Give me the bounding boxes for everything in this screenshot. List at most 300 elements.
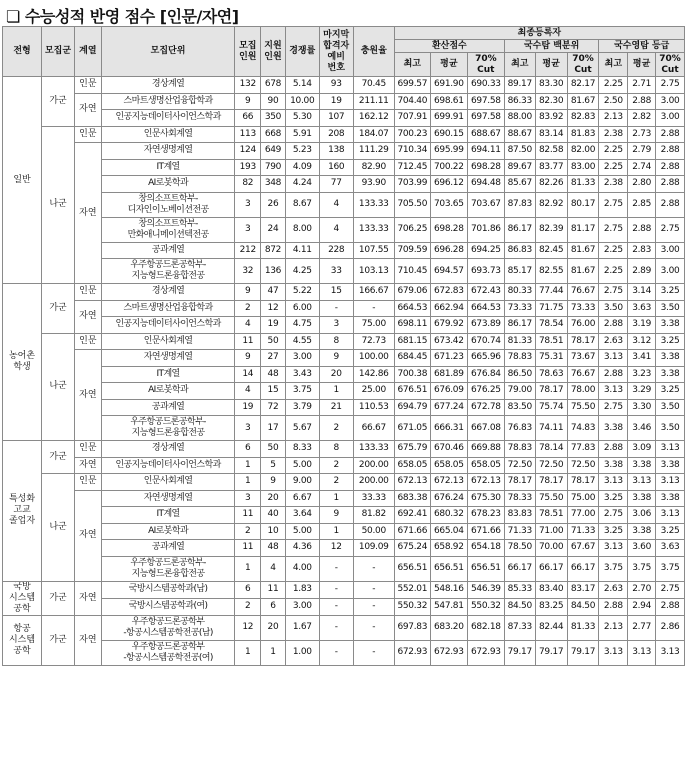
value-cell: 3.75: [656, 556, 685, 581]
value-cell: 32: [235, 259, 261, 284]
value-cell: 20: [261, 615, 286, 640]
table-row: [3, 556, 685, 581]
value-cell: 17: [261, 416, 286, 441]
value-cell: 88.00: [504, 110, 535, 127]
value-cell: 211.11: [353, 93, 394, 110]
value-cell: 3.12: [628, 333, 656, 350]
value-cell: 2.85: [628, 192, 656, 217]
value-cell: 676.84: [467, 366, 504, 383]
value-cell: 3.00: [285, 350, 319, 367]
value-cell: 77.00: [567, 507, 599, 524]
value-cell: 3: [235, 490, 261, 507]
value-cell: 40: [261, 507, 286, 524]
value-cell: 682.18: [467, 615, 504, 640]
value-cell: 671.66: [394, 523, 430, 540]
value-cell: 6: [261, 598, 286, 615]
value-cell: 694.79: [394, 399, 430, 416]
value-cell: 672.13: [430, 474, 467, 491]
value-cell: 672.83: [430, 284, 467, 301]
value-cell: 2.25: [599, 143, 628, 160]
value-cell: 66.67: [353, 416, 394, 441]
value-cell: 4.55: [285, 333, 319, 350]
value-cell: 83.50: [504, 399, 535, 416]
track-cell: 자연: [74, 581, 101, 615]
value-cell: 83.40: [535, 581, 567, 598]
value-cell: 133.33: [353, 192, 394, 217]
value-cell: 184.07: [353, 126, 394, 143]
value-cell: 546.39: [467, 581, 504, 598]
value-cell: 70.00: [535, 540, 567, 557]
value-cell: 693.73: [467, 259, 504, 284]
value-cell: 82.30: [535, 93, 567, 110]
value-cell: 2.88: [599, 598, 628, 615]
value-cell: 1.83: [285, 581, 319, 598]
value-cell: 19: [319, 93, 353, 110]
value-cell: 2.25: [599, 77, 628, 94]
value-cell: 4.24: [285, 176, 319, 193]
value-cell: 672.13: [394, 474, 430, 491]
value-cell: 3.38: [628, 457, 656, 474]
value-cell: 3.38: [599, 416, 628, 441]
value-cell: 86.17: [504, 217, 535, 242]
value-cell: 3.50: [656, 416, 685, 441]
value-cell: 81.33: [567, 615, 599, 640]
value-cell: 82.00: [567, 143, 599, 160]
final-registrant-header: 최종등록자: [394, 27, 684, 40]
value-cell: 3.00: [656, 93, 685, 110]
value-cell: 703.65: [430, 192, 467, 217]
value-cell: 138: [319, 143, 353, 160]
value-cell: 6.00: [285, 300, 319, 317]
value-cell: 1: [319, 523, 353, 540]
value-cell: 66: [235, 110, 261, 127]
value-cell: 78.17: [535, 383, 567, 400]
value-cell: 665.96: [467, 350, 504, 367]
value-cell: 790: [261, 159, 286, 176]
value-cell: 76.67: [567, 284, 599, 301]
value-cell: 550.32: [394, 598, 430, 615]
value-cell: 695.99: [430, 143, 467, 160]
value-cell: 3.75: [285, 383, 319, 400]
value-cell: 664.53: [394, 300, 430, 317]
value-cell: 19: [235, 399, 261, 416]
value-cell: 72.50: [535, 457, 567, 474]
value-cell: 656.51: [430, 556, 467, 581]
value-cell: 3.25: [656, 284, 685, 301]
value-cell: 700.38: [394, 366, 430, 383]
value-cell: 698.28: [430, 217, 467, 242]
table-row: [3, 284, 685, 301]
value-cell: 676.51: [394, 383, 430, 400]
value-cell: 74.83: [567, 416, 599, 441]
value-cell: 672.93: [394, 640, 430, 665]
value-cell: 701.86: [467, 217, 504, 242]
value-cell: 11: [235, 540, 261, 557]
value-cell: 706.25: [394, 217, 430, 242]
table-row: [3, 640, 685, 665]
value-cell: 83.00: [567, 159, 599, 176]
unit-cell: 공과계열: [101, 242, 235, 259]
percentile-header: 국수탐 백분위: [504, 40, 599, 53]
unit-header: 모집단위: [101, 27, 235, 77]
value-cell: 4: [319, 217, 353, 242]
page-title: ❏ 수능성적 반영 점수 [인문/자연]: [6, 7, 239, 26]
table-row: [3, 366, 685, 383]
value-cell: 2.88: [656, 143, 685, 160]
table-row: [3, 507, 685, 524]
value-cell: -: [353, 615, 394, 640]
value-cell: 3.38: [656, 317, 685, 334]
value-cell: 694.11: [467, 143, 504, 160]
value-cell: 696.28: [430, 242, 467, 259]
value-cell: 82.45: [535, 242, 567, 259]
value-cell: 3.13: [599, 383, 628, 400]
value-cell: 2.88: [656, 598, 685, 615]
value-cell: 679.06: [394, 284, 430, 301]
table-row: [3, 441, 685, 458]
unit-cell: 스마트생명산업융합학과: [101, 300, 235, 317]
value-cell: 66.17: [567, 556, 599, 581]
value-cell: 84.50: [567, 598, 599, 615]
value-cell: 2.13: [599, 110, 628, 127]
track-header: 계열: [74, 27, 101, 77]
value-cell: 2.89: [628, 259, 656, 284]
value-cell: 133.33: [353, 217, 394, 242]
value-cell: 3.25: [656, 333, 685, 350]
value-cell: 2.77: [628, 615, 656, 640]
unit-cell: IT계열: [101, 507, 235, 524]
value-cell: 132: [235, 77, 261, 94]
value-cell: 5.67: [285, 416, 319, 441]
value-cell: 88.67: [504, 126, 535, 143]
value-cell: 2.88: [599, 441, 628, 458]
table-row: [3, 143, 685, 160]
cut70-header: 70% Cut: [567, 53, 599, 77]
table-row: [3, 399, 685, 416]
value-cell: 84.50: [504, 598, 535, 615]
value-cell: 2.75: [599, 399, 628, 416]
value-cell: 9: [235, 93, 261, 110]
value-cell: 3.43: [285, 366, 319, 383]
value-cell: 671.05: [394, 416, 430, 441]
value-cell: 81.82: [353, 507, 394, 524]
admission-type-cell: 농어촌 학생: [3, 284, 42, 441]
value-cell: 1: [235, 457, 261, 474]
value-cell: 26: [261, 192, 286, 217]
unit-cell: 인공지능데이터사이언스학과: [101, 110, 235, 127]
table-row: [3, 581, 685, 598]
value-cell: 694.48: [467, 176, 504, 193]
value-cell: 77.44: [535, 284, 567, 301]
value-cell: 66.17: [535, 556, 567, 581]
value-cell: 4: [319, 192, 353, 217]
value-cell: 78.50: [504, 540, 535, 557]
value-cell: 656.51: [394, 556, 430, 581]
value-cell: 12: [319, 540, 353, 557]
value-cell: 550.32: [467, 598, 504, 615]
value-cell: 212: [235, 242, 261, 259]
value-cell: 690.15: [430, 126, 467, 143]
value-cell: 136: [261, 259, 286, 284]
value-cell: 78.17: [567, 333, 599, 350]
value-cell: 671.23: [430, 350, 467, 367]
track-cell: 인문: [74, 474, 101, 491]
table-row: [3, 416, 685, 441]
value-cell: 4: [235, 317, 261, 334]
value-cell: 78.14: [535, 441, 567, 458]
value-cell: 86.33: [504, 93, 535, 110]
value-cell: 675.24: [394, 540, 430, 557]
value-cell: 669.88: [467, 441, 504, 458]
value-cell: 3.75: [599, 556, 628, 581]
max-header: 최고: [504, 53, 535, 77]
value-cell: 2.88: [656, 192, 685, 217]
value-cell: 82.90: [353, 159, 394, 176]
value-cell: -: [319, 300, 353, 317]
max-header: 최고: [394, 53, 430, 77]
value-cell: 70.45: [353, 77, 394, 94]
track-cell: 자연: [74, 350, 101, 441]
avg-header: 평균: [628, 53, 656, 77]
admission-score-table: [2, 26, 685, 666]
value-cell: 6.67: [285, 490, 319, 507]
value-cell: 4: [235, 383, 261, 400]
value-cell: 82.26: [535, 176, 567, 193]
value-cell: 698.28: [467, 159, 504, 176]
value-cell: 2.25: [599, 259, 628, 284]
unit-cell: AI로봇학과: [101, 176, 235, 193]
value-cell: 78.17: [567, 474, 599, 491]
value-cell: 86.50: [504, 366, 535, 383]
value-cell: 160: [319, 159, 353, 176]
value-cell: 4.09: [285, 159, 319, 176]
value-cell: 4.11: [285, 242, 319, 259]
value-cell: 670.74: [467, 333, 504, 350]
value-cell: 678.23: [467, 507, 504, 524]
admission-type-cell: 특성화 고교 졸업자: [3, 441, 42, 582]
value-cell: 700.23: [394, 126, 430, 143]
value-cell: 704.40: [394, 93, 430, 110]
value-cell: 9: [235, 350, 261, 367]
value-cell: 193: [235, 159, 261, 176]
table-row: [3, 474, 685, 491]
value-cell: 77: [319, 176, 353, 193]
value-cell: 2.88: [656, 176, 685, 193]
unit-cell: 자연생명계열: [101, 350, 235, 367]
value-cell: 2.75: [599, 192, 628, 217]
value-cell: 3.29: [628, 383, 656, 400]
value-cell: 208: [319, 126, 353, 143]
value-cell: 658.92: [430, 540, 467, 557]
value-cell: 1: [319, 490, 353, 507]
value-cell: 87.50: [504, 143, 535, 160]
value-cell: 124: [235, 143, 261, 160]
unit-cell: 우주항공드론공학부 -항공시스템공학전공(여): [101, 640, 235, 665]
value-cell: 2.75: [656, 77, 685, 94]
value-cell: 67.67: [567, 540, 599, 557]
value-cell: 5.23: [285, 143, 319, 160]
value-cell: 676.09: [430, 383, 467, 400]
value-cell: 697.58: [467, 110, 504, 127]
value-cell: 684.45: [394, 350, 430, 367]
value-cell: 3.38: [628, 490, 656, 507]
track-cell: 자연: [74, 615, 101, 665]
value-cell: 6: [235, 441, 261, 458]
track-cell: 인문: [74, 333, 101, 350]
value-cell: 690.33: [467, 77, 504, 94]
fill-rate-header: 충원율: [353, 27, 394, 77]
value-cell: 93.90: [353, 176, 394, 193]
value-cell: 78.00: [567, 383, 599, 400]
value-cell: 2.25: [599, 242, 628, 259]
value-cell: -: [353, 300, 394, 317]
value-cell: 15: [261, 383, 286, 400]
value-cell: 666.31: [430, 416, 467, 441]
value-cell: 1: [235, 474, 261, 491]
value-cell: 5.00: [285, 523, 319, 540]
value-cell: 3.38: [628, 523, 656, 540]
value-cell: 672.13: [467, 474, 504, 491]
avg-header: 평균: [430, 53, 467, 77]
value-cell: 162.12: [353, 110, 394, 127]
value-cell: 2.88: [656, 159, 685, 176]
value-cell: 20: [261, 490, 286, 507]
value-cell: 672.93: [467, 640, 504, 665]
value-cell: 11: [235, 333, 261, 350]
unit-cell: 국방시스템공학과(남): [101, 581, 235, 598]
value-cell: 2.63: [599, 581, 628, 598]
value-cell: -: [319, 640, 353, 665]
value-cell: 547.81: [430, 598, 467, 615]
unit-cell: 인문사회계열: [101, 474, 235, 491]
admission-type-cell: 국방 시스템 공학: [3, 581, 42, 615]
value-cell: 3.09: [628, 441, 656, 458]
value-cell: 3.13: [628, 640, 656, 665]
value-cell: 3.38: [656, 457, 685, 474]
value-cell: 656.51: [467, 556, 504, 581]
quota-header: 모집 인원: [235, 27, 261, 77]
value-cell: 2.71: [628, 77, 656, 94]
table-row: [3, 176, 685, 193]
value-cell: 82.83: [567, 110, 599, 127]
value-cell: 103.13: [353, 259, 394, 284]
value-cell: 50: [261, 333, 286, 350]
value-cell: 3: [235, 416, 261, 441]
table-row: [3, 333, 685, 350]
value-cell: 75.31: [535, 350, 567, 367]
value-cell: 79.17: [535, 640, 567, 665]
value-cell: 671.66: [467, 523, 504, 540]
value-cell: 2.88: [628, 217, 656, 242]
unit-cell: 경상계열: [101, 441, 235, 458]
value-cell: 21: [319, 399, 353, 416]
table-row: [3, 490, 685, 507]
cut70-header: 70% Cut: [656, 53, 685, 77]
value-cell: 673.42: [430, 333, 467, 350]
value-cell: 683.38: [394, 490, 430, 507]
value-cell: 10: [261, 523, 286, 540]
value-cell: 11: [235, 507, 261, 524]
value-cell: 33: [319, 259, 353, 284]
value-cell: 680.32: [430, 507, 467, 524]
value-cell: -: [353, 640, 394, 665]
group-cell: 가군: [42, 615, 75, 665]
value-cell: 3.25: [656, 383, 685, 400]
value-cell: 86.17: [504, 317, 535, 334]
value-cell: 2.79: [628, 143, 656, 160]
value-cell: 672.43: [467, 284, 504, 301]
value-cell: 79.00: [504, 383, 535, 400]
value-cell: 2.75: [599, 217, 628, 242]
table-row: [3, 159, 685, 176]
value-cell: 2.94: [628, 598, 656, 615]
value-cell: 705.50: [394, 192, 430, 217]
value-cell: 82.39: [535, 217, 567, 242]
value-cell: 683.20: [430, 615, 467, 640]
value-cell: 699.57: [394, 77, 430, 94]
value-cell: 3.13: [599, 540, 628, 557]
table-row: [3, 383, 685, 400]
ratio-header: 경쟁률: [285, 27, 319, 77]
track-cell: 자연: [74, 300, 101, 333]
value-cell: 2: [235, 523, 261, 540]
value-cell: 3.13: [656, 441, 685, 458]
unit-cell: 자연생명계열: [101, 143, 235, 160]
value-cell: 82.17: [567, 77, 599, 94]
value-cell: 72.73: [353, 333, 394, 350]
value-cell: 2: [235, 598, 261, 615]
value-cell: 4.25: [285, 259, 319, 284]
track-cell: 인문: [74, 441, 101, 458]
value-cell: 707.91: [394, 110, 430, 127]
value-cell: 679.92: [430, 317, 467, 334]
value-cell: 10.00: [285, 93, 319, 110]
max-header: 최고: [599, 53, 628, 77]
value-cell: 676.25: [467, 383, 504, 400]
group-cell: 나군: [42, 333, 75, 441]
value-cell: 76.83: [504, 416, 535, 441]
value-cell: 1: [261, 640, 286, 665]
value-cell: 133.33: [353, 441, 394, 458]
value-cell: 694.57: [430, 259, 467, 284]
value-cell: 47: [261, 284, 286, 301]
value-cell: 14: [235, 366, 261, 383]
unit-cell: 인문사회계열: [101, 333, 235, 350]
value-cell: 654.18: [467, 540, 504, 557]
value-cell: 3.00: [656, 242, 685, 259]
value-cell: 82.55: [535, 259, 567, 284]
value-cell: 66.17: [504, 556, 535, 581]
value-cell: -: [319, 598, 353, 615]
value-cell: 3.00: [656, 259, 685, 284]
value-cell: 696.12: [430, 176, 467, 193]
value-cell: 89.67: [504, 159, 535, 176]
value-cell: 78.83: [504, 441, 535, 458]
value-cell: 3.30: [628, 399, 656, 416]
value-cell: 3.06: [628, 507, 656, 524]
value-cell: 2.75: [656, 581, 685, 598]
value-cell: 78.51: [535, 507, 567, 524]
group-cell: 나군: [42, 474, 75, 582]
value-cell: 6: [235, 581, 261, 598]
value-cell: 2.88: [656, 126, 685, 143]
unit-cell: 창의소프트학부- 디자인이노베이션전공: [101, 192, 235, 217]
value-cell: 5.22: [285, 284, 319, 301]
value-cell: 3.13: [656, 507, 685, 524]
value-cell: 86.83: [504, 242, 535, 259]
value-cell: 548.16: [430, 581, 467, 598]
value-cell: 675.30: [467, 490, 504, 507]
